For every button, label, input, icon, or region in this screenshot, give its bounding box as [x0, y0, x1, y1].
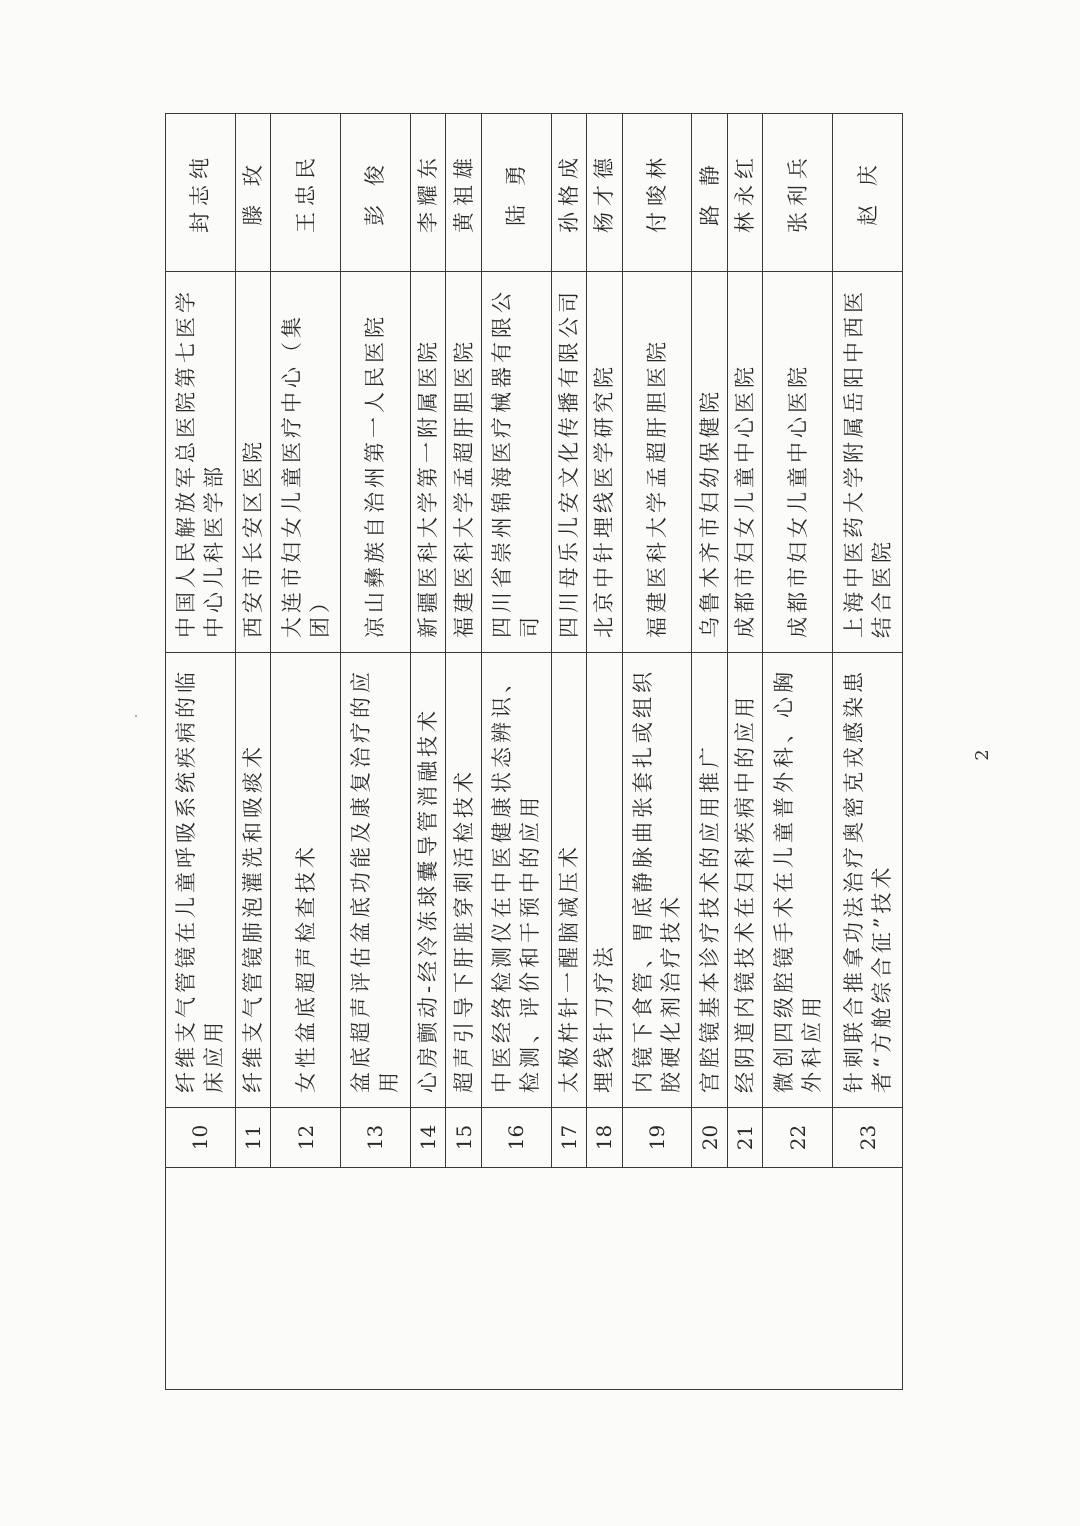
unit-name-cell: 乌鲁木齐市妇幼保健院 [692, 272, 728, 653]
unit-name-cell: 福建医科大学孟超肝胆医院 [622, 272, 692, 653]
unit-name-cell: 成都市妇女儿童中心医院 [763, 272, 833, 653]
unit-name-cell: 四川母乐儿安文化传播有限公司 [551, 272, 587, 653]
person-name-cell: 陆 勇 [481, 114, 551, 272]
project-name-cell: 针刺联合推拿功法治疗奥密克戎感染患者“方舱综合征”技术 [833, 653, 903, 1108]
project-name-cell: 经阴道内镜技术在妇科疾病中的应用 [727, 653, 763, 1108]
row-number: 23 [833, 1108, 903, 1168]
row-number: 14 [410, 1108, 446, 1168]
project-name-cell: 内镜下食管、胃底静脉曲张套扎或组织胶硬化剂治疗技术 [622, 653, 692, 1108]
person-name-cell: 付唆林 [622, 114, 692, 272]
unit-name-cell: 凉山彝族自治州第一人民医院 [341, 272, 411, 653]
unit-name-cell: 四川省崇州锦海医疗械器有限公司 [481, 272, 551, 653]
person-name-cell: 孙格成 [551, 114, 587, 272]
blank-column-cell [166, 1168, 903, 1390]
unit-name-cell: 北京中针埋线医学研究院 [587, 272, 623, 653]
unit-name-cell: 福建医科大学孟超肝胆医院 [446, 272, 482, 653]
row-number: 10 [166, 1108, 236, 1168]
person-name-cell: 路 静 [692, 114, 728, 272]
project-name-cell: 埋线针刀疗法 [587, 653, 623, 1108]
row-number: 12 [271, 1108, 341, 1168]
person-name-cell: 杨才德 [587, 114, 623, 272]
table-row [166, 114, 236, 1390]
row-number: 11 [235, 1108, 271, 1168]
project-name-cell: 微创四级腔镜手术在儿童普外科、心胸外科应用 [763, 653, 833, 1108]
unit-name-cell: 上海中医药大学附属岳阳中西医结合医院 [833, 272, 903, 653]
project-name-cell: 超声引导下肝脏穿刺活检技术 [446, 653, 482, 1108]
row-number: 20 [692, 1108, 728, 1168]
row-number: 18 [587, 1108, 623, 1168]
person-name-cell: 林永红 [727, 114, 763, 272]
project-name-cell: 太极杵针一醒脑减压术 [551, 653, 587, 1108]
project-name-cell: 纤维支气管镜肺泡灌洗和吸痰术 [235, 653, 271, 1108]
page-number: 2 [972, 749, 993, 761]
person-name-cell: 彭 俊 [341, 114, 411, 272]
unit-name-cell: 新疆医科大学第一附属医院 [410, 272, 446, 653]
unit-name-cell: 西安市长安区医院 [235, 272, 271, 653]
row-number: 19 [622, 1108, 692, 1168]
scan-speck [135, 715, 137, 717]
project-name-cell: 宫腔镜基本诊疗技术的应用推广 [692, 653, 728, 1108]
person-name-cell: 封志纯 [166, 114, 236, 272]
row-number: 13 [341, 1108, 411, 1168]
row-number: 22 [763, 1108, 833, 1168]
unit-name-cell: 中国人民解放军总医院第七医学中心儿科医学部 [166, 272, 236, 653]
unit-name-cell: 大连市妇女儿童医疗中心（集团） [271, 272, 341, 653]
project-name-cell: 盆底超声评估盆底功能及康复治疗的应用 [341, 653, 411, 1108]
person-name-cell: 李耀东 [410, 114, 446, 272]
project-name-cell: 女性盆底超声检查技术 [271, 653, 341, 1108]
person-name-cell: 张利兵 [763, 114, 833, 272]
person-name-cell: 王忠民 [271, 114, 341, 272]
row-number: 16 [481, 1108, 551, 1168]
person-name-cell: 滕 玫 [235, 114, 271, 272]
project-name-cell: 心房颤动-经冷冻球囊导管消融技术 [410, 653, 446, 1108]
row-number: 21 [727, 1108, 763, 1168]
person-name-cell: 赵 庆 [833, 114, 903, 272]
project-table [165, 113, 903, 1390]
project-name-cell: 中医经络检测仪在中医健康状态辨识、检测、评价和干预中的应用 [481, 653, 551, 1108]
unit-name-cell: 成都市妇女儿童中心医院 [727, 272, 763, 653]
project-name-cell: 纤维支气管镜在儿童呼吸系统疾病的临床应用 [166, 653, 236, 1108]
row-number: 17 [551, 1108, 587, 1168]
rotated-table-wrapper [165, 114, 903, 1390]
person-name-cell: 黄祖雄 [446, 114, 482, 272]
row-number: 15 [446, 1108, 482, 1168]
